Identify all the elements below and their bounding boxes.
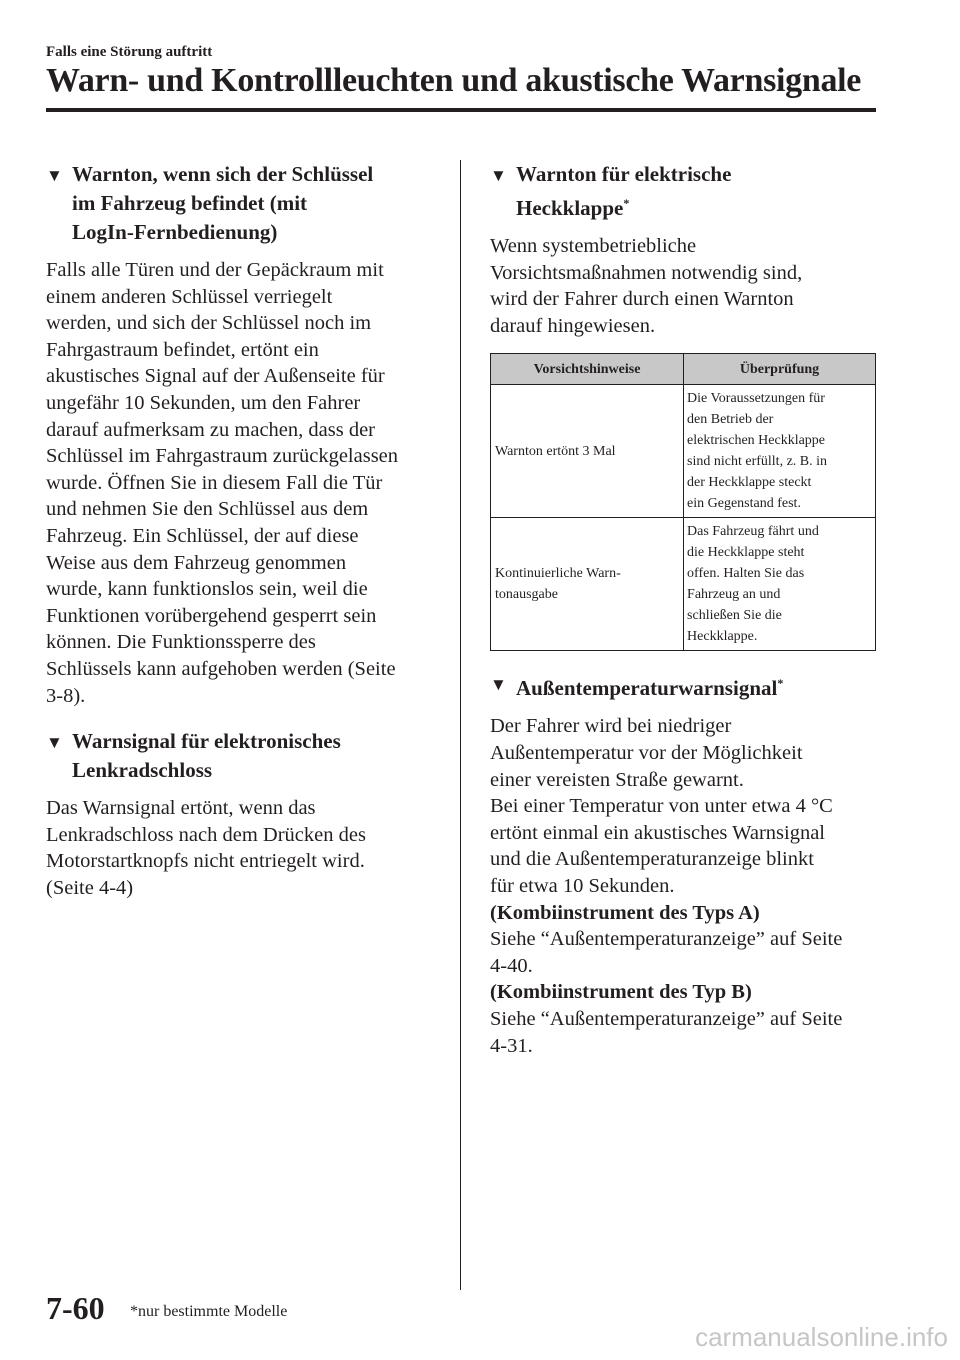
paragraph-outside-temperature: [490, 713, 876, 1059]
heading-line: Außentemperaturwarnsignal: [516, 676, 778, 701]
heading-line: Warnton für elektrische: [516, 162, 732, 186]
section-label: Falls eine Störung auftritt: [46, 44, 213, 60]
text-line: (Seite 4-4): [46, 876, 134, 899]
text-line: 3-8).: [46, 684, 86, 707]
text-line: wurde, kann funktionslos sein, weil die: [46, 578, 368, 601]
heading-line: Lenkradschloss: [72, 758, 213, 783]
table-header: Überprüfung: [684, 354, 876, 385]
triangle-marker-icon: ▼: [46, 166, 63, 185]
text-line: können. Die Funktionssperre des: [46, 631, 316, 654]
text-line: und die Außentemperaturanzeige blinkt: [490, 848, 814, 871]
heading-line: Warnton, wenn sich der Schlüssel: [72, 162, 374, 186]
text-line: Bei einer Temperatur von unter etwa 4 °C: [490, 795, 833, 818]
text-line: wird der Fahrer durch einen Warnton: [490, 288, 794, 311]
text-line: Funktionen vorübergehend gesperrt sein: [46, 604, 377, 627]
table-header-row: [491, 354, 876, 385]
paragraph-steering-lock: [46, 795, 441, 901]
text-line: 4-31.: [490, 1034, 533, 1057]
triangle-marker-icon: ▼: [490, 166, 507, 185]
text-line: Motorstartknopfs nicht entriegelt wird.: [46, 850, 365, 873]
table-row: [491, 518, 876, 651]
text-line: und nehmen Sie den Schlüssel aus dem: [46, 498, 369, 521]
table-header: Vorsichtshinweise: [491, 354, 684, 385]
cell-line: Die Voraussetzungen für: [687, 391, 825, 407]
text-line: werden, und sich der Schlüssel noch im: [46, 312, 372, 335]
cell-line: sind nicht erfüllt, z. B. in: [687, 454, 828, 470]
cell-line: Heckklappe.: [687, 629, 758, 645]
triangle-marker-icon: ▼: [490, 675, 507, 695]
triangle-marker-icon: ▼: [46, 733, 63, 753]
table-cell: [684, 385, 876, 518]
paragraph-tailgate: [490, 233, 876, 339]
text-line: Schlüssels kann aufgehoben werden (Seite: [46, 657, 396, 680]
heading-steering-lock: [46, 727, 441, 785]
table-row: [491, 385, 876, 518]
heading-line: Heckklappe: [516, 196, 624, 220]
text-line: Außentemperatur vor der Möglichkeit: [490, 741, 803, 764]
text-line: für etwa 10 Sekunden.: [490, 874, 675, 897]
text-line: Lenkradschloss nach dem Drücken des: [46, 823, 366, 846]
title-rule: [46, 108, 876, 112]
asterisk-marker: *: [623, 196, 630, 210]
text-line: Wenn systembetriebliche: [490, 235, 697, 257]
text-line: Das Warnsignal ertönt, wenn das: [46, 797, 316, 820]
text-line: darauf hingewiesen.: [490, 314, 656, 337]
text-line: Schlüssel im Fahrgastraum zurückgelassen: [46, 445, 399, 468]
cell-line: Kontinuierliche Warn-: [495, 566, 621, 582]
text-line: akustisches Signal auf der Außenseite für: [46, 365, 385, 388]
text-line: ertönt einmal ein akustisches Warnsignal: [490, 821, 825, 844]
left-column: [46, 160, 441, 915]
text-line: Weise aus dem Fahrzeug genommen: [46, 551, 347, 574]
text-line: ungefähr 10 Sekunden, um den Fahrer: [46, 391, 361, 414]
text-line: wurde. Öffnen Sie in diesem Fall die Tür: [46, 471, 383, 494]
text-line: darauf aufmerksam zu machen, dass der: [46, 418, 375, 441]
page-title: Warn- und Kontrollleuchten und akustische Warnsignale: [46, 62, 862, 99]
text-line: Siehe “Außentemperaturanzeige” auf Seite: [490, 928, 843, 951]
cell-line: der Heckklappe steckt: [687, 475, 812, 491]
heading-line: LogIn-Fernbedienung): [72, 220, 278, 244]
text-line: einem anderen Schlüssel verriegelt: [46, 285, 333, 308]
text-line: Vorsichtsmaßnahmen notwendig sind,: [490, 261, 803, 284]
heading-key-warning: [46, 160, 441, 247]
text-line: Fahrgastraum befindet, ertönt ein: [46, 338, 319, 361]
subheading-type-b: (Kombiinstrument des Typ B): [490, 981, 752, 1004]
tailgate-warning-table: [490, 353, 876, 651]
cell-line: offen. Halten Sie das: [687, 566, 805, 582]
cell-line: ein Gegenstand fest.: [687, 496, 801, 512]
table-cell: [684, 518, 876, 651]
heading-tailgate: [490, 160, 876, 223]
cell-line: schließen Sie die: [687, 608, 782, 624]
footnote: *nur bestimmte Modelle: [130, 1303, 288, 1320]
cell-line: elektrischen Heckklappe: [687, 433, 826, 449]
right-column: [490, 160, 876, 1059]
heading-line: Warnsignal für elektronisches: [72, 729, 341, 754]
asterisk-marker: *: [777, 676, 784, 691]
column-divider: [460, 160, 461, 1290]
table-cell: [491, 518, 684, 651]
text-line: 4-40.: [490, 954, 533, 977]
cell-line: Warnton ertönt 3 Mal: [495, 443, 616, 459]
page-number: 7-60: [46, 1290, 105, 1326]
watermark: carmanualsonline.info: [695, 1322, 948, 1352]
heading-outside-temperature: [490, 669, 876, 703]
text-line: Siehe “Außentemperaturanzeige” auf Seite: [490, 1007, 843, 1030]
text-line: einer vereisten Straße gewarnt.: [490, 768, 744, 791]
cell-line: die Heckklappe steht: [687, 545, 805, 561]
paragraph-key-warning: [46, 257, 441, 709]
heading-line: im Fahrzeug befindet (mit: [72, 191, 308, 215]
text-line: Der Fahrer wird bei niedriger: [490, 715, 732, 738]
cell-line: Fahrzeug an und: [687, 587, 781, 603]
cell-line: Das Fahrzeug fährt und: [687, 524, 819, 540]
cell-line: den Betrieb der: [687, 412, 774, 428]
subheading-type-a: (Kombiinstrument des Typs A): [490, 901, 760, 924]
text-line: Falls alle Türen und der Gepäckraum mit: [46, 259, 384, 281]
text-line: Fahrzeug. Ein Schlüssel, der auf diese: [46, 524, 359, 547]
cell-line: tonausgabe: [495, 587, 558, 603]
table-cell: [491, 385, 684, 518]
